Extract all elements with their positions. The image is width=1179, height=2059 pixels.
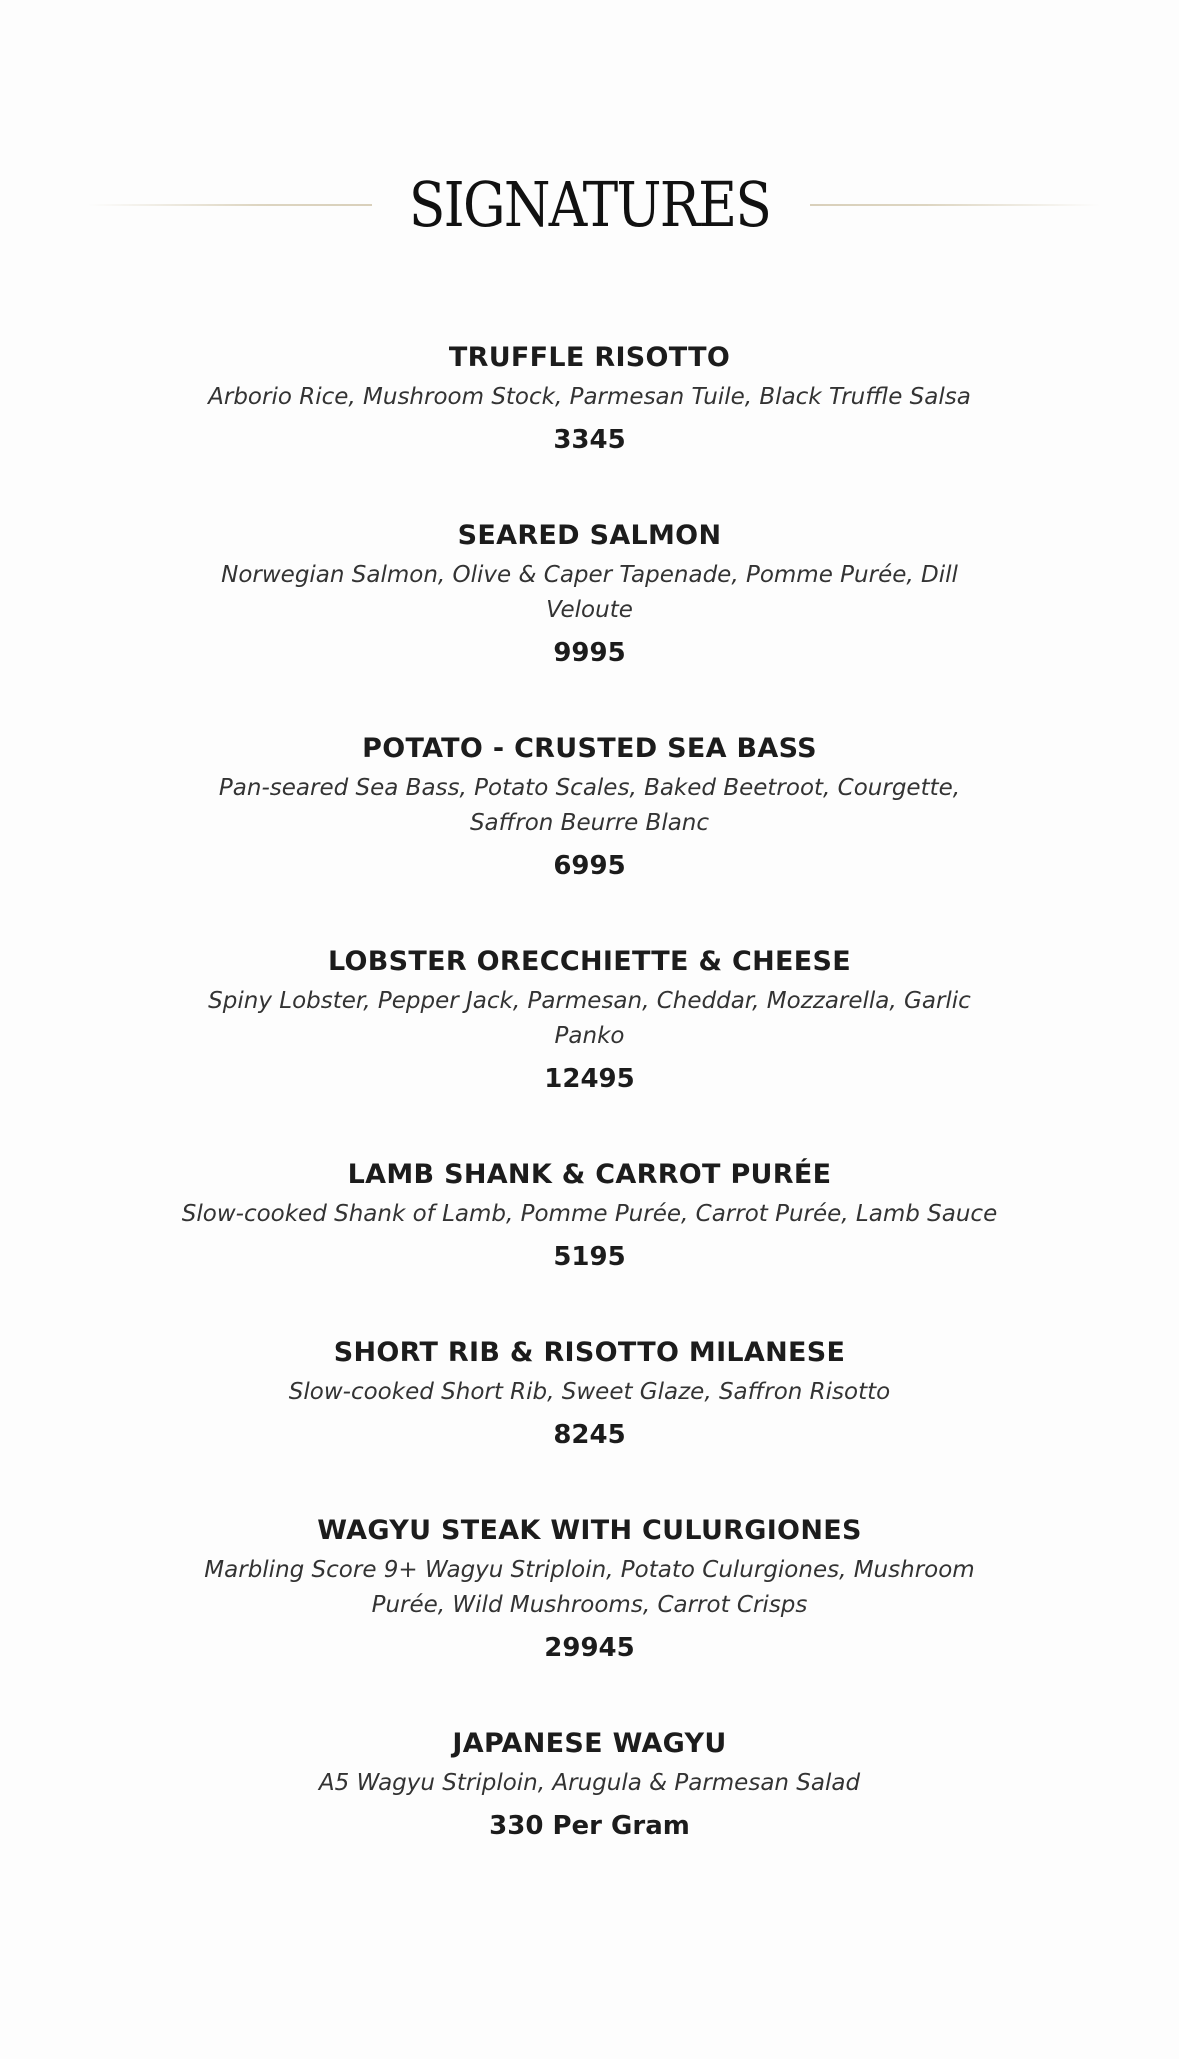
dish-price: 330 Per Gram xyxy=(489,1811,690,1841)
dish-name: SEARED SALMON xyxy=(457,520,722,551)
dish-price: 5195 xyxy=(553,1242,626,1272)
dish-price: 6995 xyxy=(553,851,626,881)
dish-name: JAPANESE WAGYU xyxy=(452,1728,727,1759)
menu-list xyxy=(0,340,1179,1904)
dish-description: A5 Wagyu Striploin, Arugula & Parmesan Salad xyxy=(318,1770,861,1796)
menu-item xyxy=(0,1726,1179,1844)
menu-item xyxy=(0,1157,1179,1275)
dish-name: LOBSTER ORECCHIETTE & CHEESE xyxy=(327,946,851,977)
dish-description: Marbling Score 9+ Wagyu Striploin, Potato Culurgiones, Mushroom Purée, Wild Mushrooms, Carrot Crisps xyxy=(204,1557,975,1618)
menu-item xyxy=(0,1513,1179,1666)
dish-price: 3345 xyxy=(553,425,626,455)
menu-header xyxy=(0,160,1179,250)
page-title: SIGNATURES xyxy=(408,168,771,241)
menu-item xyxy=(0,1335,1179,1453)
dish-name: TRUFFLE RISOTTO xyxy=(448,342,731,373)
dish-name: LAMB SHANK & CARROT PURÉE xyxy=(347,1159,832,1190)
dish-price: 12495 xyxy=(544,1064,635,1094)
dish-name: SHORT RIB & RISOTTO MILANESE xyxy=(333,1337,846,1368)
dish-description: Arborio Rice, Mushroom Stock, Parmesan Tuile, Black Truffle Salsa xyxy=(208,384,971,410)
dish-name: POTATO - CRUSTED SEA BASS xyxy=(362,733,817,764)
dish-price: 9995 xyxy=(553,638,626,668)
dish-description: Slow-cooked Short Rib, Sweet Glaze, Saffron Risotto xyxy=(288,1379,891,1405)
dish-name: WAGYU STEAK WITH CULURGIONES xyxy=(317,1515,862,1546)
dish-description: Spiny Lobster, Pepper Jack, Parmesan, Cheddar, Mozzarella, Garlic Panko xyxy=(208,988,971,1049)
dish-description: Norwegian Salmon, Olive & Caper Tapenade, Pomme Purée, Dill Veloute xyxy=(221,562,958,623)
dish-description: Pan-seared Sea Bass, Potato Scales, Baked Beetroot, Courgette, Saffron Beurre Blanc xyxy=(218,775,961,836)
menu-item xyxy=(0,944,1179,1097)
menu-item xyxy=(0,340,1179,458)
dish-price: 8245 xyxy=(553,1420,626,1450)
dish-description: Slow-cooked Shank of Lamb, Pomme Purée, Carrot Purée, Lamb Sauce xyxy=(181,1201,998,1227)
right-divider-line xyxy=(810,204,1100,206)
dish-price: 29945 xyxy=(544,1633,635,1663)
menu-item xyxy=(0,518,1179,671)
menu-item xyxy=(0,731,1179,884)
